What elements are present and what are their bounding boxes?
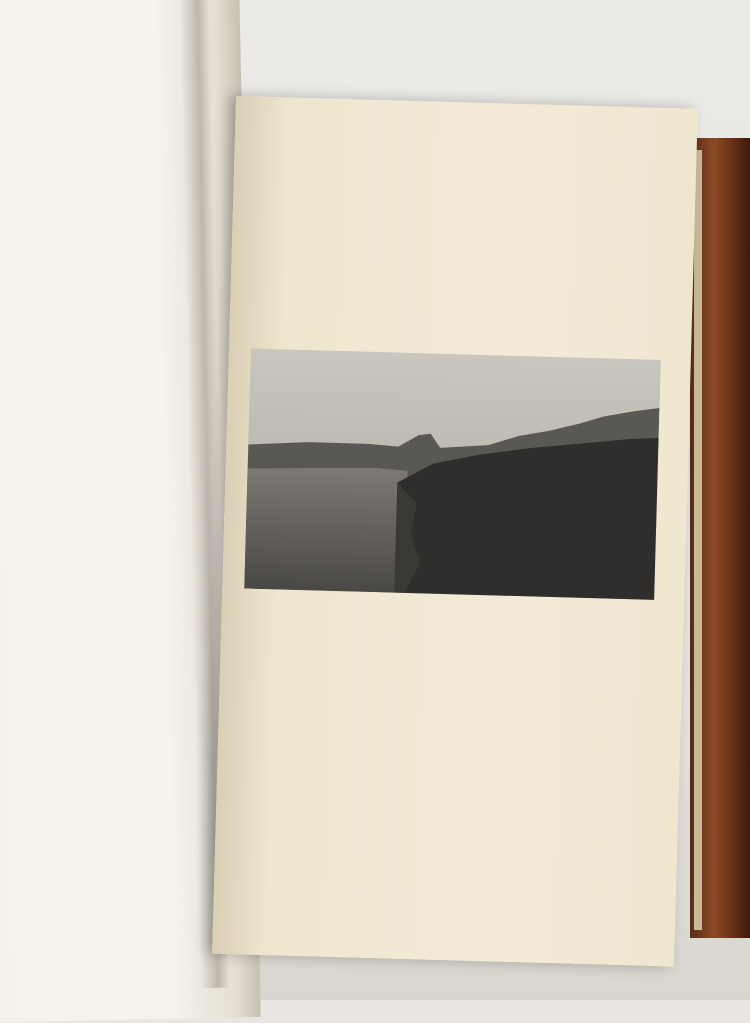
right-page xyxy=(212,96,698,967)
river-photograph xyxy=(244,349,661,600)
paragraph-3 xyxy=(251,637,657,648)
paragraph-2 xyxy=(261,282,667,293)
paragraph-1 xyxy=(264,175,670,186)
paragraph-4 xyxy=(248,735,654,746)
photo-credit xyxy=(244,610,654,621)
page-edges xyxy=(694,150,702,930)
